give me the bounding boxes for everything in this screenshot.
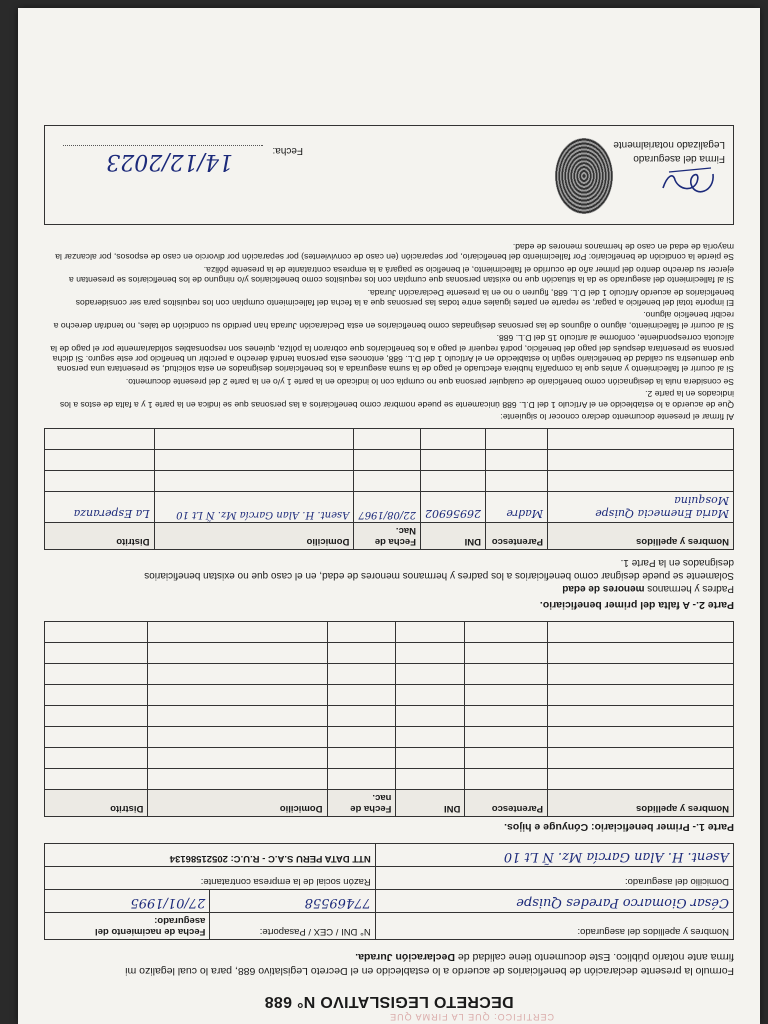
part2-header-relation: Parentesco xyxy=(485,523,547,550)
insured-name-value: César Giomarco Paredes Quispe xyxy=(375,890,733,913)
intro-line2-bold: Declaración Jurada. xyxy=(355,951,455,963)
declaration-intro: Al firmar el presente documento declaro conocer lo siguiente: xyxy=(500,412,734,422)
part1-header-relation: Parentesco xyxy=(465,790,548,817)
part1-header-birth: Fecha de nac. xyxy=(327,790,396,817)
signature-box xyxy=(44,126,734,226)
insured-address-value: Asent. H. Alan García Mz. Ñ Lt 10 xyxy=(375,844,733,867)
part2-header-birth: Fecha de Nac. xyxy=(354,523,421,550)
handwritten-signature xyxy=(659,163,719,203)
fecha-value: 14/12/2023 xyxy=(106,149,233,175)
part1-empty-row xyxy=(45,643,734,664)
part1-header-name: Nombres y apellidos xyxy=(547,790,733,817)
part1-header-district: Distrito xyxy=(45,790,148,817)
insured-name-cell: Nombres y apellidos del asegurado: xyxy=(375,913,733,940)
part1-empty-row xyxy=(45,769,734,790)
declaration-p6: Si al fallecimiento del asegurado se da la situación que no existan personas que cumplan con los requisitos como beneficiarios y/o ninguno de los beneficiarios se presentan a ejercer su derecho dentro del primer año de ocurrido el fallecimiento, el beneficio se pagará a la empresa contratante de la presente póliza. xyxy=(69,264,734,286)
beneficiary-address: Asent. H. Alan García Mz. Ñ Lt 10 xyxy=(154,492,354,523)
insured-dni-value: 77469558 xyxy=(210,890,375,913)
part2-line3: designados en la Parte 1. xyxy=(620,557,734,568)
part2-line1: Padres y hermanos menores de edad xyxy=(562,583,734,594)
insured-birth-cell: Fecha de nacimiento del asegurado: xyxy=(45,913,210,940)
beneficiary-relation: Madre xyxy=(485,492,547,523)
document-sheet xyxy=(18,8,760,1024)
fecha-line xyxy=(63,146,263,147)
declaration-p2: Se considera nula la designación como beneficiario de cualquier persona que no cumpla con lo indicado en la parte 1 y/o en la parte 2 del presente documento. xyxy=(125,376,734,387)
fecha-label: Fecha: xyxy=(272,145,303,157)
part1-header-address: Domicilio xyxy=(148,790,327,817)
part1-empty-row xyxy=(45,706,734,727)
document-title: DECRETO LEGISLATIVO N° 688 xyxy=(264,993,514,1010)
declaration-p3: Si al ocurrir el fallecimiento y antes que la compañía hubiera efectuado el pago de la suma asegurada a los beneficiarios designados en esta solicitud, se presentara una persona que demuestra su calidad de beneficiario según lo establecido en el Artículo 1 del D.L. 688, entonces esta persona tendrá derecho a percibir un beneficio por este seguro. Si dicha persona se presentara después del pago del beneficio, podrá requerir el pago a los beneficiarios que cobraron la póliza, quienes son responsables solidariamente por el pago de la alícuota correspondiente, conforme al artículo 15 del D.L. 688. xyxy=(50,333,734,375)
part1-empty-row xyxy=(45,622,734,643)
beneficiary-birth: 22/08/1967 xyxy=(354,492,421,523)
beneficiary-district: La Esperanza xyxy=(45,492,155,523)
part2-title: Parte 2.- A falta del primer beneficiario. xyxy=(539,599,734,611)
part1-header-dni: DNI xyxy=(396,790,465,817)
part2-header-district: Distrito xyxy=(45,523,155,550)
part2-empty-row xyxy=(45,471,734,492)
part2-empty-row xyxy=(45,450,734,471)
insured-info-table xyxy=(44,843,734,940)
part1-empty-row xyxy=(45,685,734,706)
part2-empty-row xyxy=(45,429,734,450)
insured-address-label: Domicilio del asegurado: xyxy=(375,867,733,890)
part1-empty-row xyxy=(45,748,734,769)
declaration-p1: Que de acuerdo a lo establecido en el Artículo 1 del D.L. 688 únicamente se puede nombrar como beneficiarios a las personas que se indica en la parte 1 y a falta de estos a los indicados en la parte 2. xyxy=(59,389,734,410)
beneficiary-name: Maria Enemecia Quispe Mosquina xyxy=(547,492,733,523)
rotated-document xyxy=(18,8,760,1024)
part1-empty-row xyxy=(45,727,734,748)
intro-line2: firma ante notario público. Este documento tiene calidad de Declaración Jurada. xyxy=(355,951,734,963)
company-value: NTT DATA PERU S.A.C - R.U.C: 20521586134 xyxy=(45,844,376,867)
declaration-p4: Si al ocurrir el fallecimiento, alguno o algunos de las personas designadas como beneficiarios en esta Declaración Jurada han perdido su condición de tales, no tendrán derecho a recibir beneficio alguno. xyxy=(53,310,734,331)
insured-dni-cell: N° DNI / CEX / Pasaporte: xyxy=(210,913,375,940)
beneficiary-dni: 26956902 xyxy=(420,492,485,523)
part2-header-dni: DNI xyxy=(420,523,485,550)
part1-table xyxy=(44,621,734,817)
part1-empty-row xyxy=(45,664,734,685)
part2-description xyxy=(44,556,734,595)
firma-label: Firma del asegurado xyxy=(633,153,725,165)
intro-text xyxy=(44,950,734,978)
part2-table xyxy=(44,428,734,550)
part2-header-address: Domicilio xyxy=(154,523,354,550)
part2-data-row xyxy=(45,492,734,523)
fingerprint xyxy=(555,139,613,215)
declaration-p7: Se pierde la condición de beneficiario: Por fallecimiento del beneficiario, por separación (en caso de convivientes) por separación por divorcio en caso de esposos, por alcanzar la mayoría de edad en caso de hermanos menores de edad. xyxy=(55,241,734,263)
insured-birth-value: 27/01/1995 xyxy=(45,890,210,913)
part1-title: Parte 1.- Primer beneficiario: Cónyuge e hijos. xyxy=(504,821,734,833)
notary-stamp: CERTIFICO: QUE LA FIRMA QUE xyxy=(389,1012,554,1022)
intro-line1: Formulo la presente declaración de beneficiarios de acuerdo a lo establecido en el Decreto Legislativo 688, para lo cual legalizo mi xyxy=(125,965,734,977)
company-label: Razón social de la empresa contratante: xyxy=(45,867,376,890)
part2-header-name: Nombres y apellidos xyxy=(547,523,733,550)
part2-line2: Solamente se puede designar como beneficiarios a los padres y hermanos menores de edad, en el caso que no existan beneficiarios xyxy=(144,570,734,581)
declaration-p5: El importe total del beneficio a pagar, se reparte en partes iguales entre todas las personas que a la fecha del fallecimiento cumplan con los requisitos para ser considerados beneficiarios de acuerdo Artículo 1 del D.L. 688, figuren o no en la presente Declaración Jurada. xyxy=(75,287,734,308)
declaration-text xyxy=(44,242,734,423)
legalizado-label: Legalizado notarialmente xyxy=(613,139,725,151)
